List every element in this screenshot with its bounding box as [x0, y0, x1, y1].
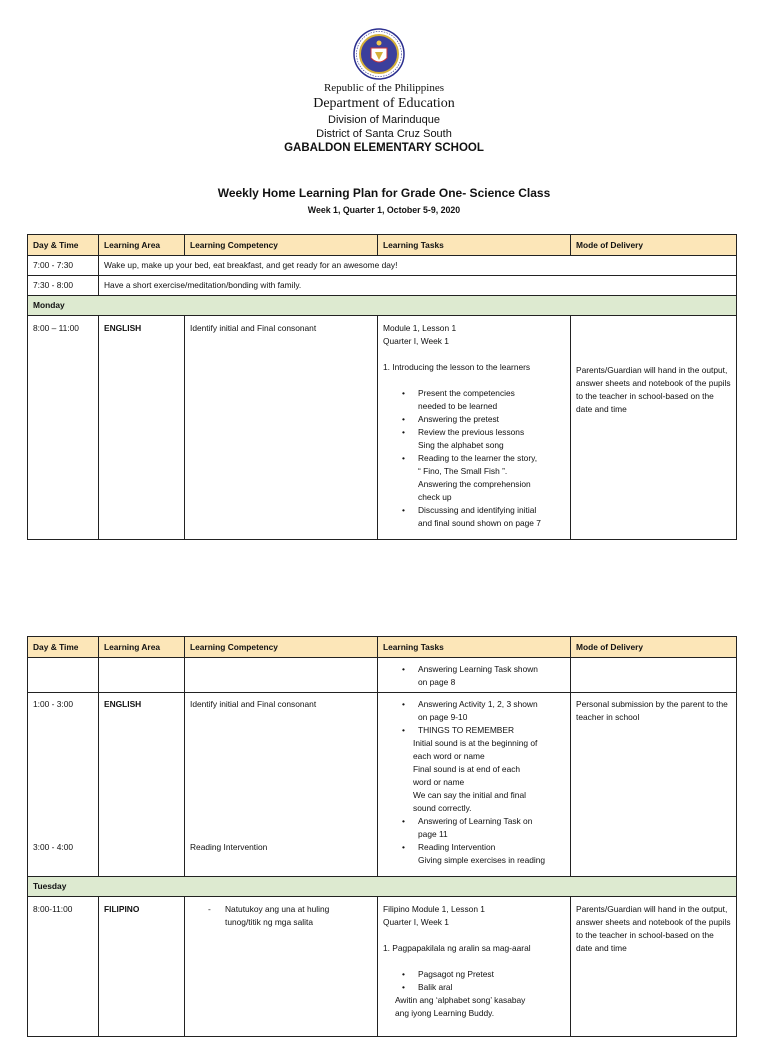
table-row [28, 658, 737, 693]
quarter-line: Quarter I, Week 1 [383, 917, 449, 927]
list-item: • Review the previous lessons Sing the alphabet song [418, 426, 565, 452]
table-row [28, 256, 737, 276]
competency-cell [185, 897, 378, 1037]
intro-line: 1. Pagpapakilala ng aralin sa mag-aaral [383, 943, 531, 953]
time-cell: 7:30 - 8:00 [28, 276, 99, 296]
col-mode-of-delivery: Mode of Delivery [571, 235, 737, 256]
time-line: 1:00 - 3:00 [33, 699, 74, 709]
task-list [383, 387, 565, 530]
school-name: GABALDON ELEMENTARY SCHOOL [284, 142, 484, 154]
learning-area-cell: ENGLISH [99, 693, 185, 877]
table-row [28, 897, 737, 1037]
table-row [28, 693, 737, 877]
department-line: Department of Education [313, 96, 455, 111]
day-label: Monday [28, 296, 737, 316]
col-day-time: Day & Time [28, 637, 99, 658]
time-cell: 8:00-11:00 [28, 897, 99, 1037]
competency-cell: Identify initial and Final consonant [185, 316, 378, 540]
competency-line: Identify initial and Final consonant [190, 699, 317, 709]
time-line: 3:00 - 4:00 [33, 842, 74, 852]
day-row-tuesday [28, 877, 737, 897]
delivery-cell [571, 316, 737, 540]
delivery-cell: Parents/Guardian will hand in the output, answer sheets and notebook of the pupils to the teacher in school-based on the date and time [571, 897, 737, 1037]
delivery-text: Parents/Guardian will hand in the output, answer sheets and notebook of the pupils to the teacher in school-based on the date and time [576, 364, 731, 414]
list-item: • Answering the pretest [418, 413, 565, 426]
col-mode-of-delivery: Mode of Delivery [571, 637, 737, 658]
table-header-row [28, 637, 737, 658]
day-label: Tuesday [28, 877, 737, 897]
plan-subtitle: Week 1, Quarter 1, October 5-9, 2020 [307, 205, 461, 215]
division-line: Division of Marinduque [328, 114, 440, 126]
republic-line: Republic of the Philippines [323, 82, 445, 94]
learning-plan-table-1 [27, 234, 737, 540]
tasks-cell [378, 316, 571, 540]
col-learning-tasks: Learning Tasks [378, 637, 571, 658]
district-line: District of Santa Cruz South [316, 128, 452, 140]
time-cell: 8:00 – 11:00 [28, 316, 99, 540]
tasks-cell: • Answering Activity 1, 2, 3 shown on page 9-10 • THINGS TO REMEMBER Initial sound is at the beginning of each word or name Final sound is at end of each word or name We can say the initial and final sound correctly. • Answering of Learning Task on page 11 • Reading Intervention Giving simple exercises in reading [378, 693, 571, 877]
list-item: • Answering Activity 1, 2, 3 shown on page 9-10 [418, 698, 565, 724]
list-item: • Answering of Learning Task on page 11 [418, 815, 565, 841]
learning-plan-table-2 [27, 636, 737, 1037]
tasks-cell: Filipino Module 1, Lesson 1 Quarter I, Week 1 1. Pagpapakilala ng aralin sa mag-aaral • Pagsagot ng Pretest • Balik aral Awitin ang ‘alphabet song’ kasabay ang iyong Learning Buddy. [378, 897, 571, 1037]
list-item: • Present the competencies needed to be learned [418, 387, 565, 413]
list-item: • Balik aral [418, 981, 565, 994]
module-line: Filipino Module 1, Lesson 1 [383, 904, 485, 914]
competency-line: Reading Intervention [190, 842, 268, 852]
time-cell [28, 693, 99, 877]
list-item: - Natutukoy ang una at huling tunog/titik ng mga salita [225, 903, 372, 929]
list-item: • Reading to the learner the story, “ Fino, The Small Fish ”. Answering the comprehension check up [418, 452, 565, 504]
deped-seal-icon [353, 28, 405, 80]
quarter-line: Quarter I, Week 1 [383, 336, 449, 346]
col-learning-area: Learning Area [99, 637, 185, 658]
list-item: • Discussing and identifying initial and final sound shown on page 7 [418, 504, 565, 530]
activity-cell: Have a short exercise/meditation/bonding with family. [99, 276, 737, 296]
learning-area-cell: ENGLISH [99, 316, 185, 540]
col-learning-tasks: Learning Tasks [378, 235, 571, 256]
learning-area-cell: FILIPINO [99, 897, 185, 1037]
day-row-monday [28, 296, 737, 316]
list-item: • Reading Intervention Giving simple exercises in reading [418, 841, 565, 867]
table-header-row [28, 235, 737, 256]
time-cell: 7:00 - 7:30 [28, 256, 99, 276]
intro-line: 1. Introducing the lesson to the learners [383, 362, 531, 372]
module-line: Module 1, Lesson 1 [383, 323, 457, 333]
col-learning-competency: Learning Competency [185, 637, 378, 658]
col-learning-area: Learning Area [99, 235, 185, 256]
activity-cell: Wake up, make up your bed, eat breakfast, and get ready for an awesome day! [99, 256, 737, 276]
delivery-cell: Personal submission by the parent to the teacher in school [571, 693, 737, 877]
col-day-time: Day & Time [28, 235, 99, 256]
list-item: • THINGS TO REMEMBER [418, 724, 565, 737]
plan-title: Weekly Home Learning Plan for Grade One- Science Class [217, 186, 551, 200]
table-row [28, 276, 737, 296]
list-item: • Pagsagot ng Pretest [418, 968, 565, 981]
tasks-cell [378, 658, 571, 693]
table-row [28, 316, 737, 540]
competency-cell [185, 693, 378, 877]
list-item: • Answering Learning Task shown on page 8 [418, 663, 565, 689]
col-learning-competency: Learning Competency [185, 235, 378, 256]
